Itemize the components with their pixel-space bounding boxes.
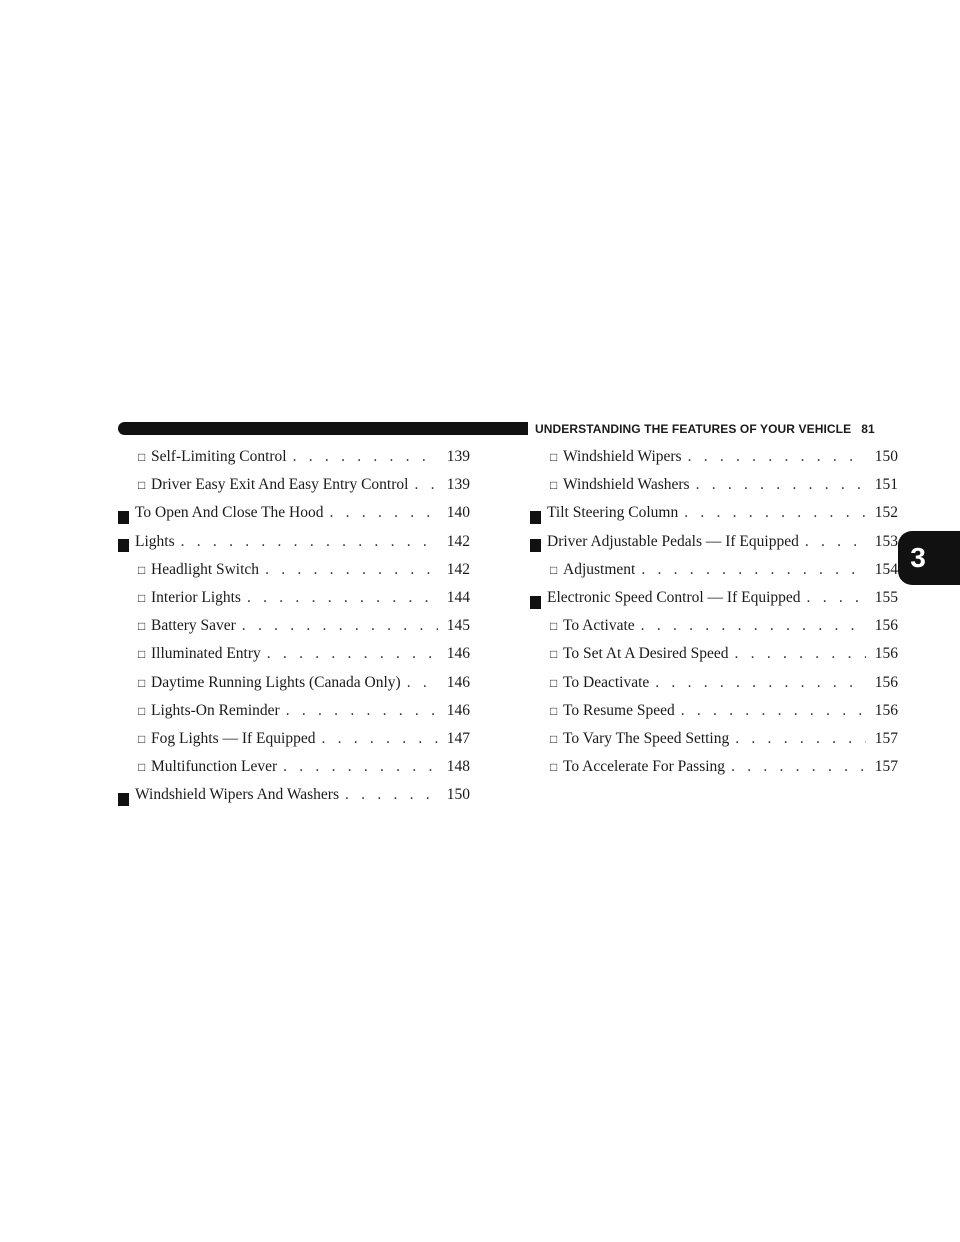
filled-square-bullet-icon	[118, 793, 129, 806]
toc-entry[interactable]	[118, 533, 470, 561]
toc-entry-page: 142	[446, 560, 470, 578]
hollow-square-bullet-icon: □	[138, 703, 146, 718]
toc-entry-title: Windshield Washers	[563, 476, 690, 494]
toc-entry-title: Lights	[135, 532, 175, 550]
dot-leader	[729, 730, 866, 748]
dot-leader	[799, 533, 866, 551]
dot-leader	[241, 589, 438, 607]
toc-entry[interactable]	[118, 476, 470, 504]
toc-entry-title: Tilt Steering Column	[547, 504, 679, 522]
dot-leader	[649, 674, 866, 692]
dot-leader	[675, 702, 866, 720]
toc-entry-title: To Open And Close The Hood	[135, 504, 324, 522]
hollow-square-bullet-icon: □	[138, 675, 146, 690]
dot-leader	[175, 533, 438, 551]
toc-entry-title: Windshield Wipers And Washers	[135, 786, 340, 804]
dot-leader	[280, 702, 438, 720]
toc-entry-title: Multifunction Lever	[151, 758, 278, 776]
hollow-square-bullet-icon: □	[138, 478, 146, 493]
toc-entry-title: To Activate	[563, 617, 635, 635]
toc-entry-title: Self-Limiting Control	[151, 448, 287, 465]
toc-entry-title: To Resume Speed	[563, 701, 675, 719]
toc-entry-page: 148	[446, 758, 470, 776]
toc-entry-title: Driver Adjustable Pedals — If Equipped	[547, 532, 799, 550]
hollow-square-bullet-icon: □	[550, 619, 558, 634]
hollow-square-bullet-icon: □	[138, 562, 146, 577]
dot-leader	[635, 561, 866, 579]
toc-entry-title: To Accelerate For Passing	[563, 758, 726, 776]
toc-entry-title: To Deactivate	[563, 673, 650, 691]
hollow-square-bullet-icon: □	[550, 675, 558, 690]
dot-leader	[339, 786, 438, 804]
hollow-square-bullet-icon: □	[550, 703, 558, 718]
toc-entry-page: 150	[446, 786, 470, 804]
hollow-square-bullet-icon: □	[138, 647, 146, 662]
toc-entry-page: 146	[446, 645, 470, 663]
filled-square-bullet-icon	[118, 511, 129, 524]
toc-entry-page: 142	[446, 532, 470, 550]
dot-leader	[682, 448, 866, 466]
hollow-square-bullet-icon: □	[550, 731, 558, 746]
toc-entry-title: Driver Easy Exit And Easy Entry Control	[151, 476, 409, 494]
toc-entry[interactable]	[118, 702, 470, 730]
toc-entry[interactable]	[530, 533, 898, 561]
toc-entry[interactable]	[118, 674, 470, 702]
hollow-square-bullet-icon: □	[138, 590, 146, 605]
toc-entry-page: 140	[446, 504, 470, 522]
toc-entry-page: 146	[446, 673, 470, 691]
toc-entry-page: 146	[446, 701, 470, 719]
dot-leader	[678, 504, 866, 522]
toc-entry-title: Battery Saver	[151, 617, 236, 635]
header-bar	[118, 422, 528, 435]
hollow-square-bullet-icon: □	[550, 647, 558, 662]
toc-entry[interactable]	[118, 617, 470, 645]
dot-leader	[729, 645, 866, 663]
toc-entry[interactable]	[530, 476, 898, 504]
toc-entry-title: Windshield Wipers	[563, 448, 682, 465]
toc-entry[interactable]	[118, 645, 470, 673]
toc-entry-title: Interior Lights	[151, 588, 241, 606]
toc-entry-page: 156	[874, 701, 898, 719]
filled-square-bullet-icon	[118, 539, 129, 552]
dot-leader	[690, 476, 866, 494]
dot-leader	[277, 758, 438, 776]
toc-entry-page: 139	[446, 476, 470, 494]
toc-entry[interactable]	[118, 448, 470, 476]
dot-leader	[635, 617, 866, 635]
toc-entry[interactable]	[530, 561, 898, 589]
toc-entry[interactable]	[530, 758, 898, 786]
dot-leader	[259, 561, 438, 579]
toc-entry[interactable]	[530, 504, 898, 532]
filled-square-bullet-icon	[530, 511, 541, 524]
toc-entry-page: 156	[874, 617, 898, 635]
hollow-square-bullet-icon: □	[138, 450, 146, 464]
toc-entry-page: 156	[874, 673, 898, 691]
hollow-square-bullet-icon: □	[138, 619, 146, 634]
toc-entry-page: 152	[874, 504, 898, 522]
toc-entry-title: Adjustment	[563, 560, 636, 578]
toc-column-right	[530, 448, 898, 786]
dot-leader	[801, 589, 866, 607]
hollow-square-bullet-icon: □	[550, 760, 558, 775]
toc-entry-page: 151	[874, 476, 898, 494]
toc-entry[interactable]	[118, 730, 470, 758]
toc-entry[interactable]	[118, 786, 470, 814]
toc-entry-page: 147	[446, 729, 470, 747]
chapter-tab: 3	[898, 531, 960, 585]
toc-entry[interactable]	[530, 617, 898, 645]
page-number: 81	[861, 422, 875, 436]
hollow-square-bullet-icon: □	[138, 760, 146, 775]
toc-entry[interactable]	[118, 589, 470, 617]
toc-entry-title: To Set At A Desired Speed	[563, 645, 729, 663]
header-title: UNDERSTANDING THE FEATURES OF YOUR VEHICLE	[535, 422, 852, 436]
dot-leader	[324, 504, 439, 522]
toc-entry-title: Electronic Speed Control — If Equipped	[547, 588, 801, 606]
toc-entry[interactable]	[530, 674, 898, 702]
toc-entry-title: Illuminated Entry	[151, 645, 261, 663]
dot-leader	[236, 617, 438, 635]
toc-entry[interactable]	[118, 504, 470, 532]
toc-entry-page: 157	[874, 729, 898, 747]
filled-square-bullet-icon	[530, 596, 541, 609]
running-header	[535, 421, 907, 437]
hollow-square-bullet-icon: □	[550, 562, 558, 577]
toc-entry[interactable]	[118, 561, 470, 589]
toc-entry[interactable]	[530, 589, 898, 617]
toc-entry-page: 145	[446, 617, 470, 635]
toc-entry[interactable]	[530, 645, 898, 673]
dot-leader	[261, 645, 438, 663]
toc-entry-page: 156	[874, 645, 898, 663]
toc-entry-page: 144	[446, 588, 470, 606]
toc-entry-page: 154	[874, 560, 898, 578]
toc-entry-page: 139	[446, 448, 470, 465]
toc-entry-title: Lights-On Reminder	[151, 701, 280, 719]
hollow-square-bullet-icon: □	[138, 731, 146, 746]
toc-entry-title: To Vary The Speed Setting	[563, 729, 730, 747]
dot-leader	[287, 448, 438, 466]
toc-entry-page: 153	[874, 532, 898, 550]
dot-leader	[408, 476, 438, 494]
toc-entry-page: 155	[874, 588, 898, 606]
toc-column-left	[118, 448, 470, 814]
toc-entry[interactable]	[530, 730, 898, 758]
toc-entry-page: 150	[874, 448, 898, 465]
toc-entry-title: Fog Lights — If Equipped	[151, 729, 316, 747]
dot-leader	[315, 730, 438, 748]
toc-entry-title: Headlight Switch	[151, 560, 260, 578]
hollow-square-bullet-icon: □	[550, 478, 558, 493]
dot-leader	[725, 758, 866, 776]
toc-entry[interactable]	[118, 758, 470, 786]
dot-leader	[401, 674, 438, 692]
toc-entry-title: Daytime Running Lights (Canada Only)	[151, 673, 401, 691]
hollow-square-bullet-icon: □	[550, 450, 558, 464]
toc-entry-page: 157	[874, 758, 898, 776]
toc-entry[interactable]	[530, 448, 898, 476]
toc-entry[interactable]	[530, 702, 898, 730]
filled-square-bullet-icon	[530, 539, 541, 552]
